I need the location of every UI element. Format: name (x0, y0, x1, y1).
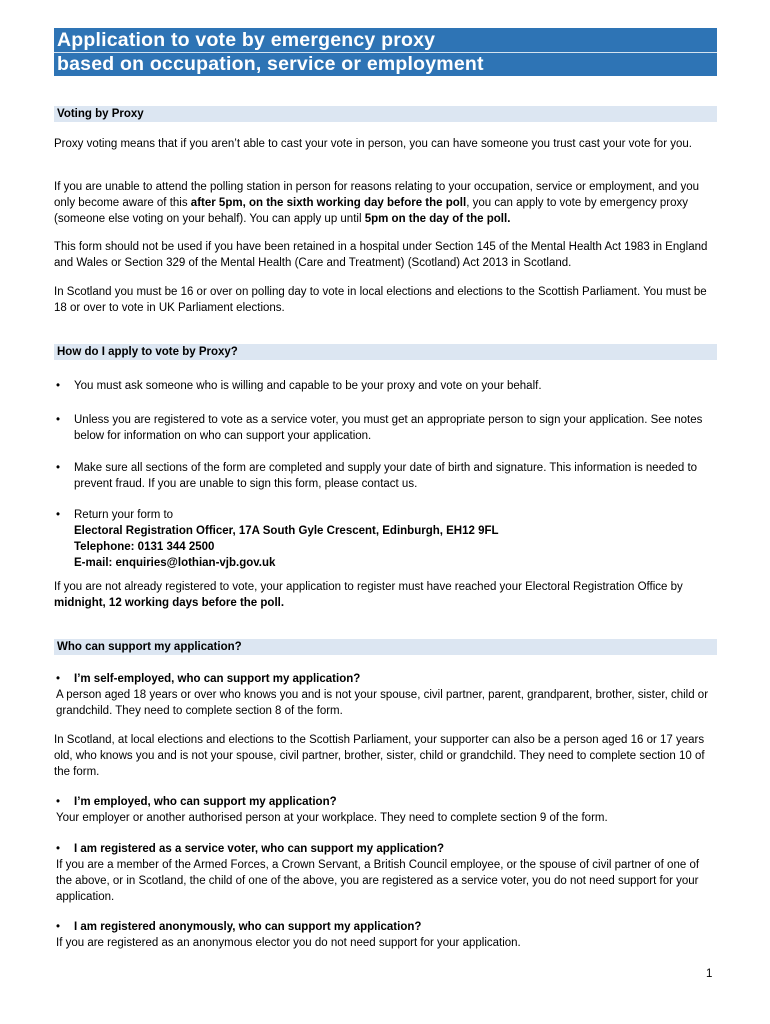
bullet-icon: • (56, 843, 61, 855)
return-telephone (74, 539, 718, 555)
list-item-text: Make sure all sections of the form are completed and supply your date of birth and signature. This information is needed to prevent fraud. If you are unable to sign this form, please contact us. (74, 462, 698, 490)
return-email-text: E-mail: enquiries@lothian-vjb.gov.uk (74, 557, 276, 569)
list-item-return-address (54, 507, 718, 571)
list-item-text: Unless you are registered to vote as a service voter, you must get an appropriate person to sign your application. See notes below for information on who can support your application. (74, 414, 703, 442)
eligibility-deadline-bold: after 5pm, on the sixth working day before the poll (190, 197, 467, 209)
paragraph-registration-deadline (54, 579, 718, 611)
bullet-icon: • (56, 509, 61, 521)
return-form-intro: Return your form to (74, 509, 174, 521)
question-employed (54, 794, 718, 826)
bullet-icon: • (56, 462, 61, 474)
list-item (54, 412, 718, 444)
bullet-icon: • (56, 796, 61, 808)
list-item (54, 378, 718, 394)
section-heading-text: Voting by Proxy (57, 108, 144, 120)
section-heading-text: How do I apply to vote by Proxy? (57, 346, 238, 358)
question-text: I am registered anonymously, who can support my application? (74, 921, 422, 933)
list-item-text: You must ask someone who is willing and capable to be your proxy and vote on your behalf. (74, 380, 542, 392)
return-address-text: Electoral Registration Officer, 17A South Gyle Crescent, Edinburgh, EH12 9FL (74, 525, 499, 537)
registration-deadline-bold: midnight, 12 working days before the poll. (54, 597, 285, 609)
answer-text: Your employer or another authorised person at your workplace. They need to complete section 9 of the form. (56, 812, 608, 824)
return-email (74, 555, 718, 571)
question-text: I am registered as a service voter, who can support my application? (74, 843, 445, 855)
question-anonymous (54, 919, 718, 951)
answer-text: A person aged 18 years or over who knows you and is not your spouse, civil partner, parent, grandparent, brother, sister, child or grandchild. They need to complete section 8 of the form. (56, 689, 709, 717)
return-address (74, 523, 718, 539)
question-text: I’m self-employed, who can support my application? (74, 673, 361, 685)
page-number: 1 (706, 968, 713, 980)
paragraph-age-requirements: In Scotland you must be 16 or over on polling day to vote in local elections and elections to the Scottish Parliament. You must be 18 or over to vote in UK Parliament elections. (54, 286, 707, 314)
bullet-icon: • (56, 380, 61, 392)
answer-text: If you are registered as an anonymous elector you do not need support for your application. (56, 937, 521, 949)
eligibility-text-c: , you can apply to vote by emergency proxy (someone else voting on your behalf). You can apply up until (54, 197, 689, 225)
bullet-icon: • (56, 414, 61, 426)
answer-text: If you are a member of the Armed Forces, a Crown Servant, a British Council employee, or the spouse of civil partner of one of the above, or in Scotland, the child of one of the above, you are registered as a service voter, you do not need support for your application. (56, 859, 700, 903)
section-heading-voting-by-proxy (54, 106, 717, 122)
bullet-icon: • (56, 673, 61, 685)
bullet-icon: • (56, 921, 61, 933)
paragraph-eligibility (54, 179, 718, 227)
registration-text: If you are not already registered to vote, your application to register must have reached your Electoral Registration Office by (54, 581, 683, 593)
section-heading-how-to-apply (54, 344, 717, 360)
section-heading-who-can-support (54, 639, 717, 655)
document-title-banner (54, 28, 717, 76)
question-service-voter (54, 841, 718, 905)
eligibility-poll-day-bold: 5pm on the day of the poll. (364, 213, 511, 225)
list-item (54, 460, 718, 492)
section-heading-text: Who can support my application? (57, 641, 242, 653)
paragraph-scotland-supporter: In Scotland, at local elections and elections to the Scottish Parliament, your supporter can also be a person aged 16 or 17 years old, who knows you and is not your spouse, civil partner, brother, sister, child or grandchild. They need to complete section 10 of the form. (54, 734, 705, 778)
paragraph-hospital-exclusion: This form should not be used if you have been retained in a hospital under Section 145 of the Mental Health Act 1983 in England and Wales or Section 329 of the Mental Health (Care and Treatment) (Scotland) Act 2013 in Scotland. (54, 241, 708, 269)
eligibility-text-a: If you are unable to attend the polling station in person for reasons relating to your occupation, service or employment, and you only become aware of this (54, 181, 700, 209)
document-title-line-2: based on occupation, service or employment (57, 53, 484, 75)
return-telephone-text: Telephone: 0131 344 2500 (74, 541, 215, 553)
document-title-line-1: Application to vote by emergency proxy (57, 29, 436, 51)
paragraph-proxy-definition: Proxy voting means that if you aren’t able to cast your vote in person, you can have someone you trust cast your vote for you. (54, 138, 692, 150)
question-text: I’m employed, who can support my application? (74, 796, 337, 808)
question-self-employed (54, 671, 718, 719)
